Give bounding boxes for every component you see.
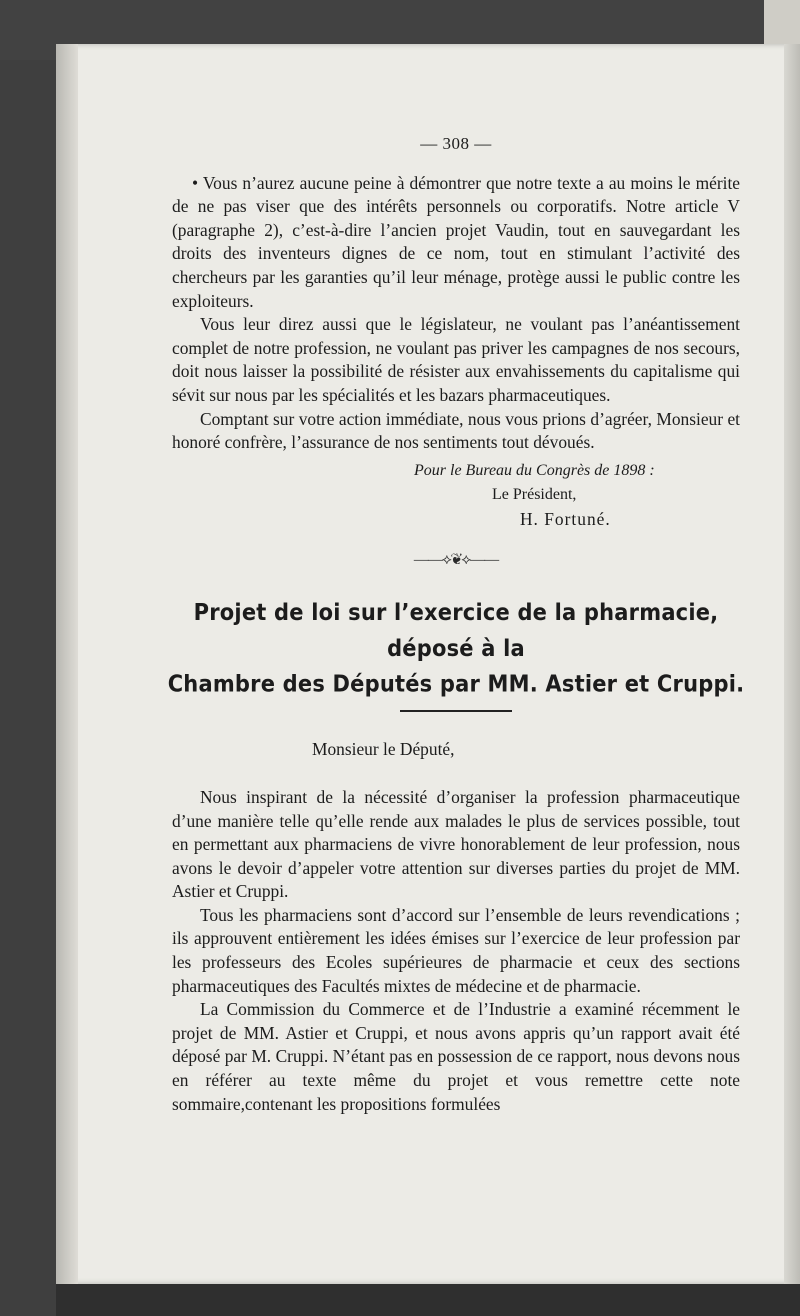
- body-paragraph: Nous inspirant de la nécessité d’organiser la profession pharmaceutique d’une manière telle qu’elle rende aux malades le plus de services possible, tout en permettant aux pharmaciens de vivre honorablement de leur profession, nous avons le devoir d’appeler votre attention sur diverses parties du projet de MM. Astier et Cruppi.: [172, 786, 740, 902]
- letter-paragraph: Comptant sur votre action immédiate, nous vous prions d’agréer, Monsieur et honoré confrère, l’assurance de nos sentiments tout dévoués.: [172, 408, 740, 453]
- scan-backdrop-bottom: [56, 1284, 800, 1316]
- title-rule: [400, 710, 512, 712]
- page-content: [167, 132, 745, 1116]
- signature-on-behalf: Pour le Bureau du Congrès de 1898 :: [414, 461, 655, 479]
- page-gutter: [56, 44, 78, 1284]
- body-paragraph: La Commission du Commerce et de l’Industrie a examiné récemment le projet de MM. Astier et Cruppi, et nous avons appris qu’un rapport avait été déposé par M. Cruppi. N’étant pas en possession de ce rapport, nous devons nous en référer au texte même du projet et vous remettre cette note sommaire,contenant les propositions formulées: [172, 999, 740, 1114]
- letter-paragraph: Vous leur direz aussi que le législateur, ne voulant pas l’anéantissement complet de notre profession, ne voulant pas priver les campagnes de nos secours, doit nous laisser la possibilité de résister aux envahissements du capitalisme qui sévit sur nous par les spécialités et les bazars pharmaceutiques.: [172, 314, 740, 405]
- page-edge: [784, 44, 800, 1294]
- letter-paragraph: • Vous n’aurez aucune peine à démontrer que notre texte a au moins le mérite de ne pas viser que des intérêts personnels ou corporatifs. Notre article V (paragraphe 2), c’est-à-dire l’ancien projet Vaudin, tout en sauvegardant les droits des inventeurs dignes de ce nom, tout en stimulant l’activité des chercheurs par les garanties qu’il leur ménage, protège aussi le public contre les exploiteurs.: [172, 172, 740, 311]
- section-ornament: ——⟡❦⟡——: [413, 551, 499, 568]
- section-title: [166, 595, 746, 703]
- section-body: [172, 786, 740, 1116]
- signature-block: [172, 459, 740, 531]
- body-paragraph: Tous les pharmaciens sont d’accord sur l’ensemble de leurs revendications ; ils approuvent entièrement les idées émises sur l’exercice de leur profession par les professeurs des Ecoles supérieures de pharmacie et ceux des sections pharmaceutiques des Facultés mixtes de médecine et de pharmacie.: [172, 904, 740, 996]
- section-title-line-2: Chambre des Députés par MM. Astier et Cruppi.: [167, 670, 745, 698]
- page-number: — 308 —: [420, 134, 492, 153]
- section-title-line-1: Projet de loi sur l’exercice de la pharmacie, déposé à la: [193, 599, 719, 662]
- signature-name: H. Fortuné.: [520, 508, 611, 529]
- letter-body: [172, 172, 740, 455]
- signature-title: Le Président,: [492, 485, 577, 503]
- salutation: Monsieur le Député,: [312, 739, 455, 760]
- adjacent-page-strip: [764, 0, 800, 44]
